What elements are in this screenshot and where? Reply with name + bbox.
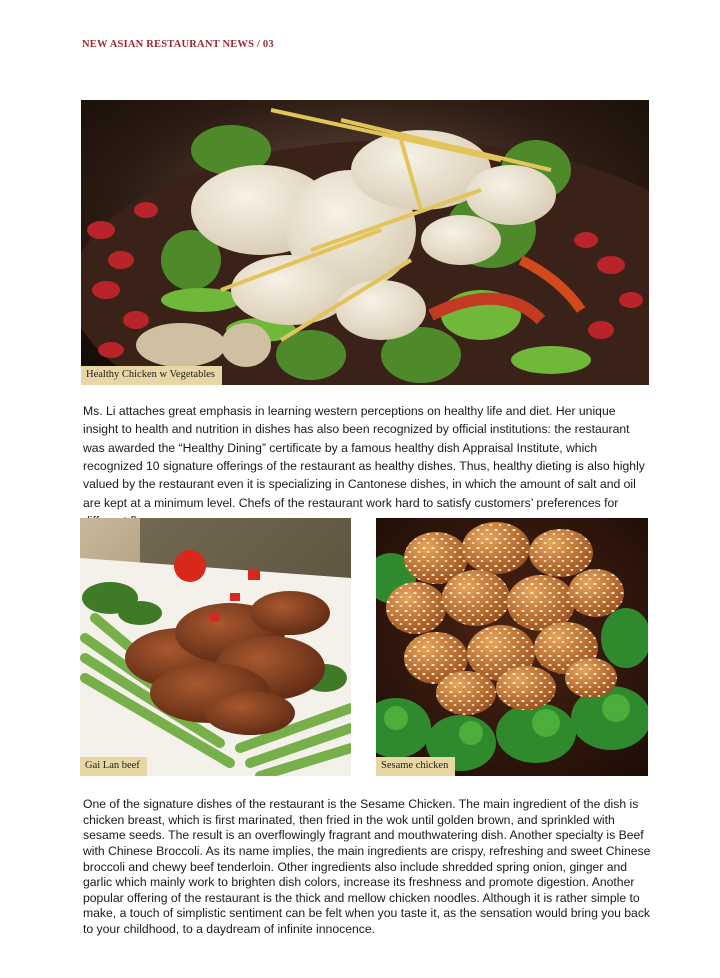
body-paragraph-1: Ms. Li attaches great emphasis in learning western perceptions on healthy life and diet. Her unique insight to health and nutrition in dishes has also been recognized by official institutions: the restaurant was awarded the “Healthy Dining” certificate by a famous healthy dish Appraisal Institute, which recognized 10 signature offerings of the restaurant as healthy dishes. Thus, healthy dieting is also highly valued by the restaurant even it is specializing in Cantonese dishes, in which the amount of salt and oil are kept at a minimum level. Chefs of the restaurant work hard to satisfy customers’ preferences for bbox=[83, 404, 645, 510]
page-header: NEW ASIAN RESTAURANT NEWS / 03 bbox=[82, 39, 274, 50]
photo-caption: Healthy Chicken w Vegetables bbox=[81, 366, 222, 385]
sesame-chicken-photo bbox=[376, 518, 648, 776]
healthy-chicken-photo bbox=[81, 100, 649, 385]
healthy-chicken-illustration bbox=[81, 100, 649, 385]
body-paragraph-2: One of the signature dishes of the restaurant is the Sesame Chicken. The main ingredient of the dish is chicken breast, which is first marinated, then fried in the wok until golden brown, and sprinkled with sesame seeds. The result is an overflowingly fragrant and mouthwatering dish. Another specialty is Beef with Chinese Broccoli. As its name implies, the main ingredients are crispy, refreshing and sweet Chinese broccoli and chewy beef tenderloin. Other ingredients also include shredded spring onion, ginger and garlic which mainly work to brighten dish colors, increase its freshness and promote digestion. Another popular offering of the restaurant is the thick and mellow chicken noodles. Although it is rather simple to make, a touch of simplistic sentiment can be felt when you taste it, as the sensation would bring you back to your childhood, to a daydream of infinite innocence. bbox=[83, 797, 651, 936]
gai-lan-beef-illustration bbox=[80, 518, 351, 776]
gai-lan-beef-photo bbox=[80, 518, 351, 776]
photo-caption: Gai Lan beef bbox=[80, 757, 147, 776]
photo-caption: Sesame chicken bbox=[376, 757, 455, 776]
sesame-chicken-illustration bbox=[376, 518, 648, 776]
